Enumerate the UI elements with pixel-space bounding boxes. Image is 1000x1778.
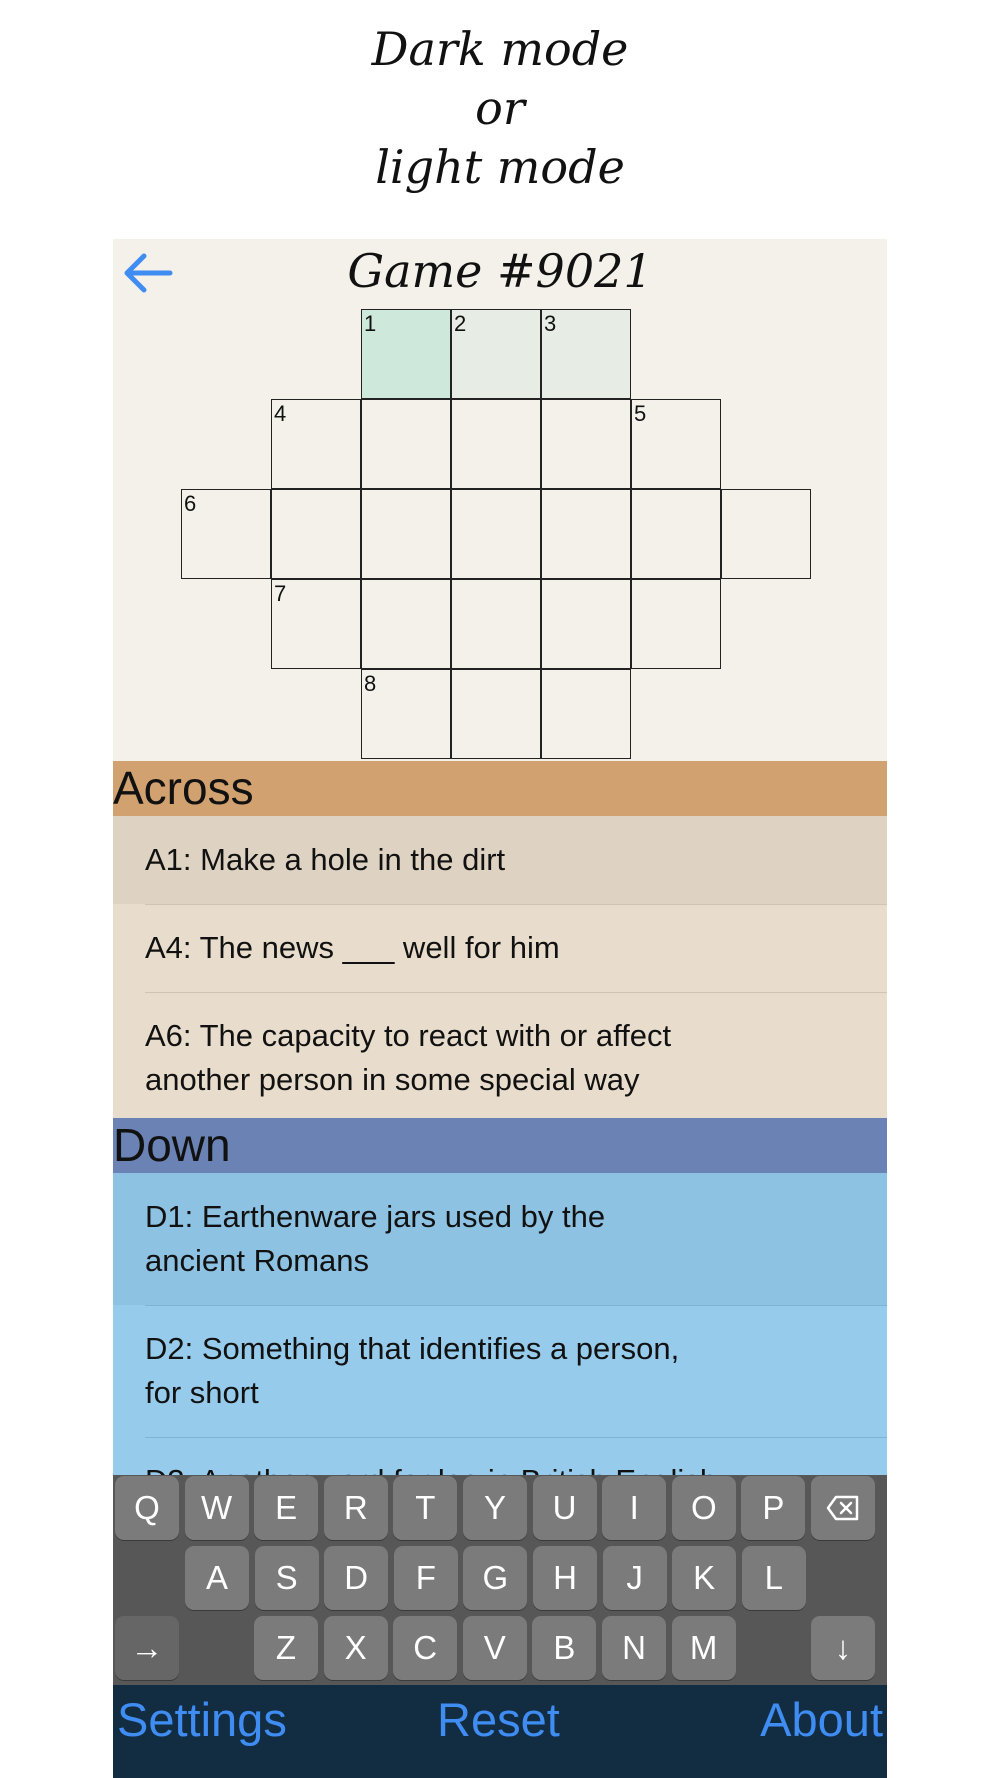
grid-cell[interactable] (541, 579, 631, 669)
key-r[interactable]: R (324, 1476, 388, 1540)
key-f[interactable]: F (394, 1546, 458, 1610)
cell-number: 5 (634, 401, 647, 426)
grid-cell[interactable] (541, 669, 631, 759)
key-g[interactable]: G (463, 1546, 527, 1610)
key-u[interactable]: U (533, 1476, 597, 1540)
grid-cell[interactable] (451, 669, 541, 759)
reset-button[interactable]: Reset (437, 1693, 560, 1746)
across-header (113, 761, 887, 816)
across-clue-list (113, 816, 887, 1124)
headline-line-2: or (475, 81, 525, 135)
across-clue-2[interactable]: A4: The news ___ well for him (113, 904, 887, 992)
headline-line-1: Dark mode (371, 22, 629, 76)
headline-line-3: light mode (375, 140, 625, 194)
grid-cell[interactable] (541, 309, 631, 399)
keyboard (113, 1475, 887, 1685)
backspace-icon (826, 1495, 860, 1521)
cell-number: 8 (364, 671, 377, 696)
grid-cell[interactable] (631, 489, 721, 579)
key-a[interactable]: A (185, 1546, 249, 1610)
key-y[interactable]: Y (463, 1476, 527, 1540)
across-clue-1[interactable]: A1: Make a hole in the dirt (113, 816, 887, 904)
grid-cell[interactable] (541, 489, 631, 579)
key-e[interactable]: E (254, 1476, 318, 1540)
settings-button[interactable]: Settings (117, 1693, 287, 1746)
key-b[interactable]: B (532, 1616, 596, 1680)
next-key[interactable]: → (115, 1616, 179, 1680)
key-k[interactable]: K (672, 1546, 736, 1610)
grid-cell[interactable] (271, 489, 361, 579)
grid-cell[interactable] (181, 489, 271, 579)
grid-cell[interactable] (451, 579, 541, 669)
grid-cell[interactable] (451, 309, 541, 399)
key-l[interactable]: L (742, 1546, 806, 1610)
cell-number: 1 (364, 311, 377, 336)
across-label: Across (113, 762, 254, 814)
key-x[interactable]: X (324, 1616, 388, 1680)
key-h[interactable]: H (533, 1546, 597, 1610)
key-p[interactable]: P (741, 1476, 805, 1540)
grid-cell[interactable] (451, 489, 541, 579)
grid-cell[interactable] (361, 489, 451, 579)
dismiss-keyboard-key[interactable]: ↓ (811, 1616, 875, 1680)
key-s[interactable]: S (255, 1546, 319, 1610)
key-d[interactable]: D (324, 1546, 388, 1610)
down-clue-2[interactable]: D2: Something that identifies a person, for short (113, 1305, 887, 1437)
down-label: Down (113, 1119, 231, 1171)
cell-number: 7 (274, 581, 287, 606)
app-screen (113, 239, 887, 1778)
key-j[interactable]: J (603, 1546, 667, 1610)
grid-cell[interactable] (451, 399, 541, 489)
promo-headline (0, 20, 1000, 197)
grid-cell[interactable] (541, 399, 631, 489)
grid-cell[interactable] (631, 579, 721, 669)
grid-cell[interactable] (721, 489, 811, 579)
key-v[interactable]: V (463, 1616, 527, 1680)
key-i[interactable]: I (602, 1476, 666, 1540)
key-w[interactable]: W (185, 1476, 249, 1540)
key-z[interactable]: Z (254, 1616, 318, 1680)
grid-cell[interactable] (361, 309, 451, 399)
grid-cell[interactable] (361, 579, 451, 669)
key-t[interactable]: T (393, 1476, 457, 1540)
cell-number: 3 (544, 311, 557, 336)
cell-number: 4 (274, 401, 287, 426)
cell-number: 6 (184, 491, 197, 516)
cell-number: 2 (454, 311, 467, 336)
key-c[interactable]: C (393, 1616, 457, 1680)
game-title: Game #9021 (347, 244, 653, 298)
key-o[interactable]: O (672, 1476, 736, 1540)
grid-cell[interactable] (631, 399, 721, 489)
backspace-key[interactable] (811, 1476, 875, 1540)
grid-cell[interactable] (361, 399, 451, 489)
across-clue-3[interactable]: A6: The capacity to react with or affect another person in some special way (113, 992, 887, 1124)
down-header (113, 1118, 887, 1173)
grid-cell[interactable] (271, 579, 361, 669)
key-q[interactable]: Q (115, 1476, 179, 1540)
crossword-grid (113, 239, 887, 759)
grid-cell[interactable] (361, 669, 451, 759)
key-n[interactable]: N (602, 1616, 666, 1680)
key-m[interactable]: M (672, 1616, 736, 1680)
bottom-toolbar (113, 1685, 887, 1778)
grid-cell[interactable] (271, 399, 361, 489)
down-clue-1[interactable]: D1: Earthenware jars used by the ancient Romans (113, 1173, 887, 1305)
about-button[interactable]: About (760, 1693, 883, 1746)
